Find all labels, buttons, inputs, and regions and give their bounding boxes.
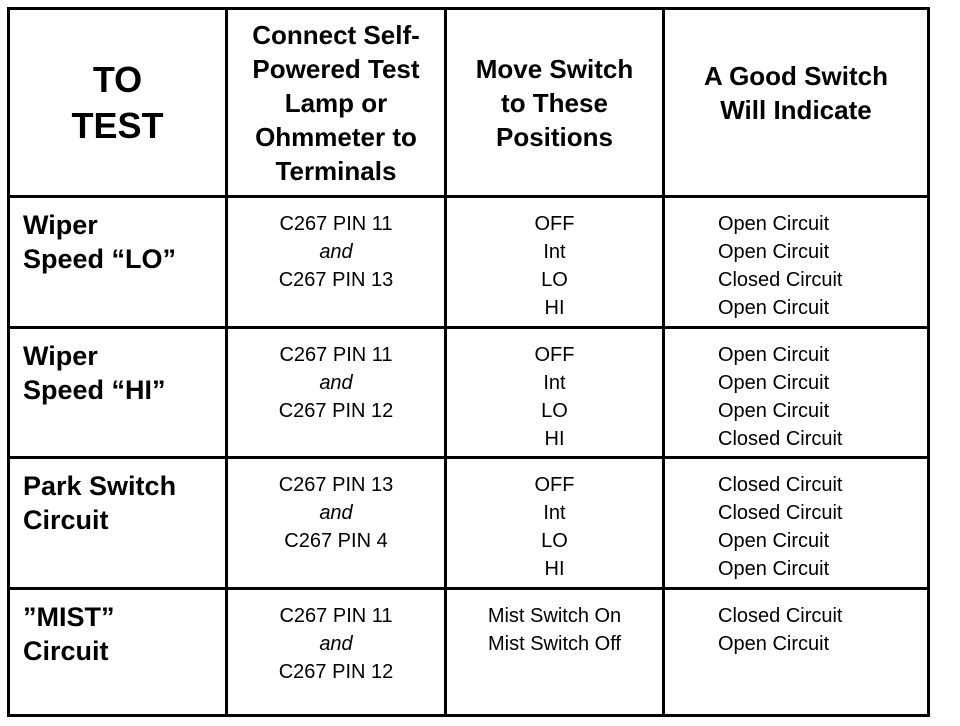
header-good-switch [665, 10, 927, 195]
header-line: Lamp or [284, 87, 388, 118]
header-line: Powered Test [252, 53, 420, 84]
positions: OFF Int LO HI [534, 213, 575, 319]
header-line: Connect Self- [252, 19, 420, 50]
header-line: Positions [495, 121, 613, 152]
header-line: TEST [71, 104, 164, 146]
positions: Mist Switch On Mist Switch Off [487, 605, 622, 655]
header-line: A Good Switch [704, 60, 888, 91]
header-line: Will Indicate [720, 94, 872, 125]
header-connect [228, 10, 444, 195]
positions: OFF Int LO HI [534, 474, 575, 580]
header-line: Ohmmeter to [255, 121, 417, 152]
header-line: TO [92, 58, 143, 100]
header-line: Move Switch [475, 53, 634, 84]
header-move-switch [447, 10, 662, 195]
indications: Closed Circuit Open Circuit [718, 605, 843, 655]
indications: Open Circuit Open Circuit Closed Circuit Open Circuit [718, 213, 843, 319]
terminals: C267 PIN 13 and C267 PIN 4 [278, 474, 394, 552]
header-to-test [10, 10, 225, 195]
test-name: Wiper Speed “LO” [23, 210, 177, 274]
terminals: C267 PIN 11 and C267 PIN 12 [278, 605, 394, 683]
header-line: Terminals [275, 155, 397, 186]
positions: OFF Int LO HI [534, 344, 575, 450]
test-name: ”MIST” Circuit [23, 602, 115, 666]
test-name: Wiper Speed “HI” [23, 341, 166, 405]
terminals: C267 PIN 11 and C267 PIN 12 [278, 344, 394, 422]
indications: Open Circuit Open Circuit Open Circuit Closed Circuit [718, 344, 843, 450]
header-line: to These [501, 87, 608, 118]
indications: Closed Circuit Closed Circuit Open Circuit Open Circuit [718, 474, 843, 580]
test-name: Park Switch Circuit [23, 471, 177, 535]
switch-test-table [7, 7, 930, 717]
terminals: C267 PIN 11 and C267 PIN 13 [278, 213, 394, 291]
